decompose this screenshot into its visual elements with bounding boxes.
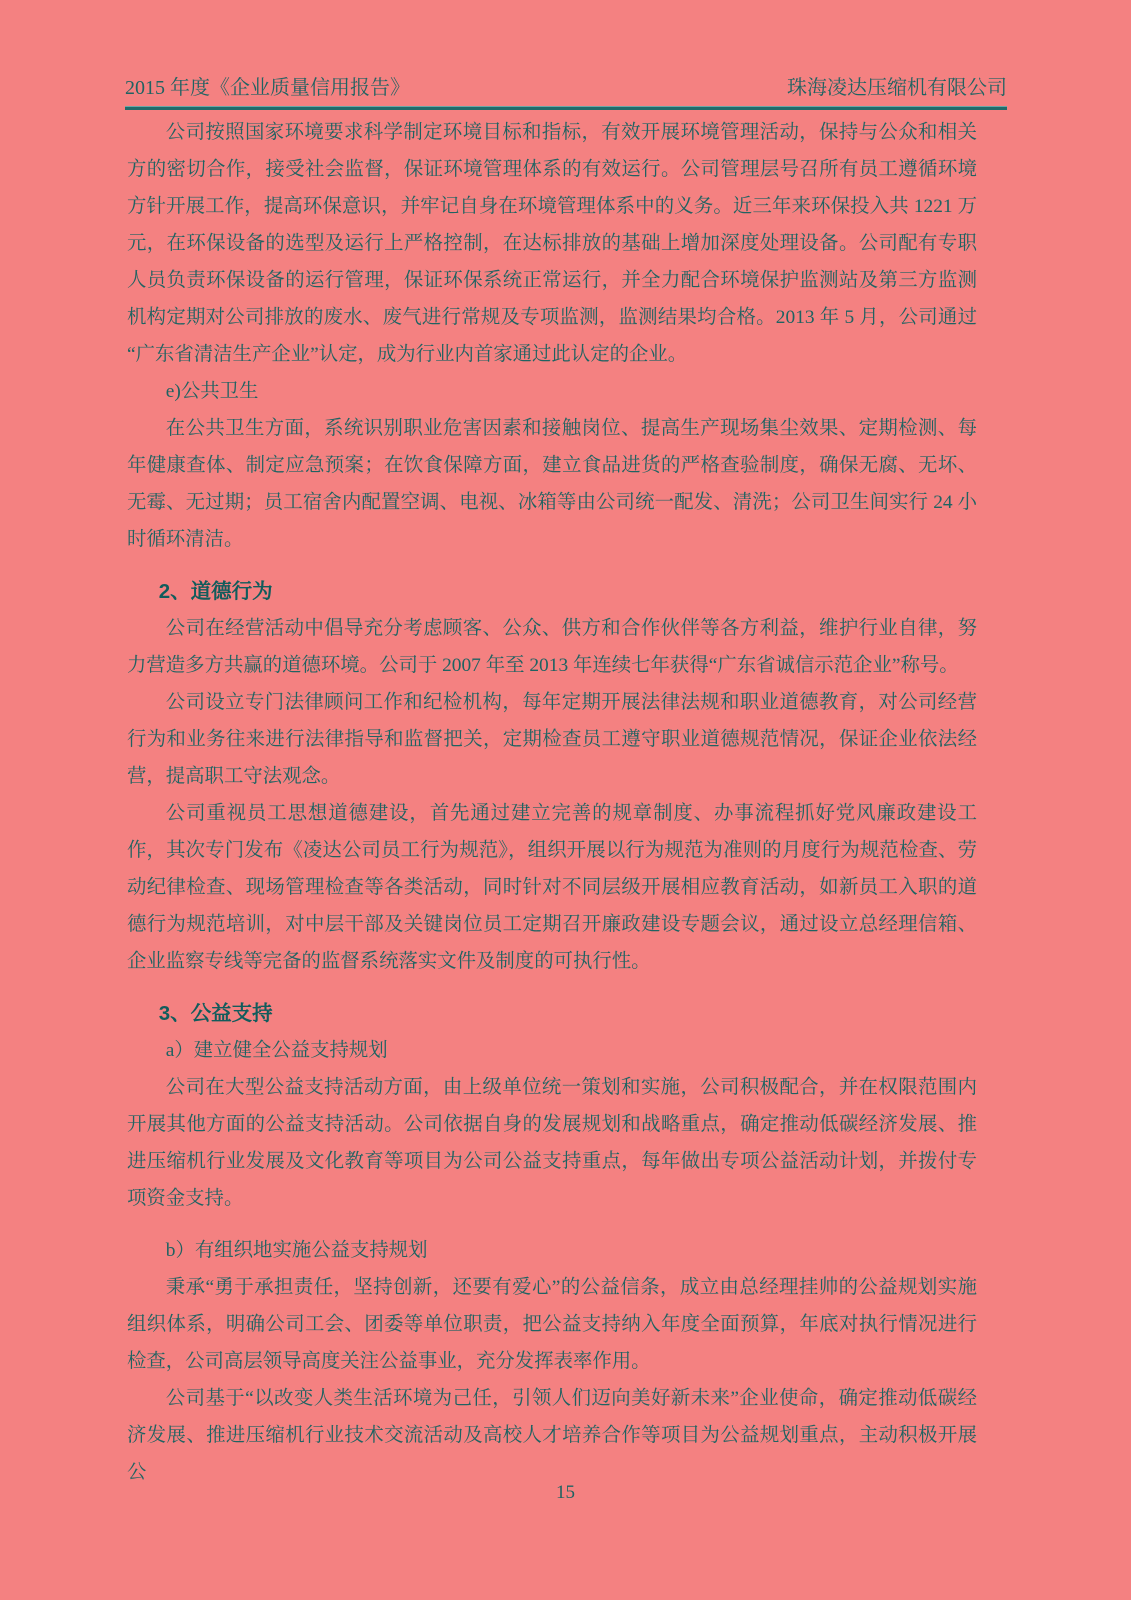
paragraph-corporate-mission: 公司基于“以改变人类生活环境为己任，引领人们迈向美好新未来”企业使命，确定推动低碳经济发展、推进压缩机行业技术交流活动及高校人才培养合作等项目为公益规划重点，主动积极开展公 [127, 1388, 977, 1483]
paragraph-legal-advisor: 公司设立专门法律顾问工作和纪检机构，每年定期开展法律法规和职业道德教育，对公司经营行为和业务往来进行法律指导和监督把关，定期检查员工遵守职业道德规范情况，保证企业依法经营，提高职工守法观念。 [127, 692, 977, 787]
page-header-row [125, 76, 1007, 100]
header-report-title: 2015 年度《企业质量信用报告》 [125, 77, 410, 99]
page-footer [0, 1482, 1131, 1504]
page-header [125, 76, 1007, 110]
page-number: 15 [556, 1482, 575, 1503]
section-heading-public-welfare: 3、公益支持 [158, 1002, 273, 1025]
header-company-name: 珠海凌达压缩机有限公司 [787, 77, 1007, 99]
paragraph-welfare-activities: 公司在大型公益支持活动方面，由上级单位统一策划和实施，公司积极配合，并在权限范围内开展其他方面的公益支持活动。公司依据自身的发展规划和战略重点，确定推动低碳经济发展、推进压缩机行业发展及文化教育等项目为公司公益支持重点，每年做出专项公益活动计划，并拨付专项资金支持。 [127, 1077, 977, 1209]
sub-heading-public-health: e)公共卫生 [165, 381, 259, 402]
paragraph-public-health: 在公共卫生方面，系统识别职业危害因素和接触岗位、提高生产现场集尘效果、定期检测、每年健康查体、制定应急预案；在饮食保障方面，建立食品进货的严格查验制度，确保无腐、无坏、无霉、无过期；员工宿舍内配置空调、电视、冰箱等由公司统一配发、清洗；公司卫生间实行 24 小时循环清洁。 [127, 418, 977, 550]
header-divider [125, 106, 1007, 110]
section-heading-moral-conduct: 2、道德行为 [158, 580, 273, 603]
paragraph-employee-ethics: 公司重视员工思想道德建设，首先通过建立完善的规章制度、办事流程抓好党风廉政建设工作，其次专门发布《凌达公司员工行为规范》，组织开展以行为规范为准则的月度行为规范检查、劳动纪律检查、现场管理检查等各类活动，同时针对不同层级开展相应教育活动，如新员工入职的道德行为规范培训，对中层干部及关键岗位员工定期召开廉政建设专题会议，通过设立总经理信箱、企业监察专线等完备的监督系统落实文件及制度的可执行性。 [127, 803, 977, 972]
document-body [127, 114, 977, 1491]
sub-heading-welfare-implementation: b）有组织地实施公益支持规划 [165, 1240, 428, 1261]
sub-heading-welfare-planning: a）建立健全公益支持规划 [165, 1040, 388, 1061]
paragraph-welfare-organization: 秉承“勇于承担责任，坚持创新，还要有爱心”的公益信条，成立由总经理挂帅的公益规划实施组织体系，明确公司工会、团委等单位职责，把公益支持纳入年度全面预算，年底对执行情况进行检查，公司高层领导高度关注公益事业，充分发挥表率作用。 [127, 1277, 977, 1372]
paragraph-environment-management: 公司按照国家环境要求科学制定环境目标和指标，有效开展环境管理活动，保持与公众和相关方的密切合作，接受社会监督，保证环境管理体系的有效运行。公司管理层号召所有员工遵循环境方针开展工作，提高环保意识，并牢记自身在环境管理体系中的义务。近三年来环保投入共 1221 万元，在环保设备的选型及运行上严格控制，在达标排放的基础上增加深度处理设备。公司配有专职人员负责环保设备的运行管理，保证环保系统正常运行，并全力配合环境保护监测站及第三方监测机构定期对公司排放的废水、废气进行常规及专项监测，监测结果均合格。2013 年 5 月，公司通过“广东省清洁生产企业”认定，成为行业内首家通过此认定的企业。 [127, 122, 977, 365]
paragraph-moral-environment: 公司在经营活动中倡导充分考虑顾客、公众、供方和合作伙伴等各方利益，维护行业自律，努力营造多方共赢的道德环境。公司于 2007 年至 2013 年连续七年获得“广东省诚信示范企业”称号。 [127, 618, 977, 676]
